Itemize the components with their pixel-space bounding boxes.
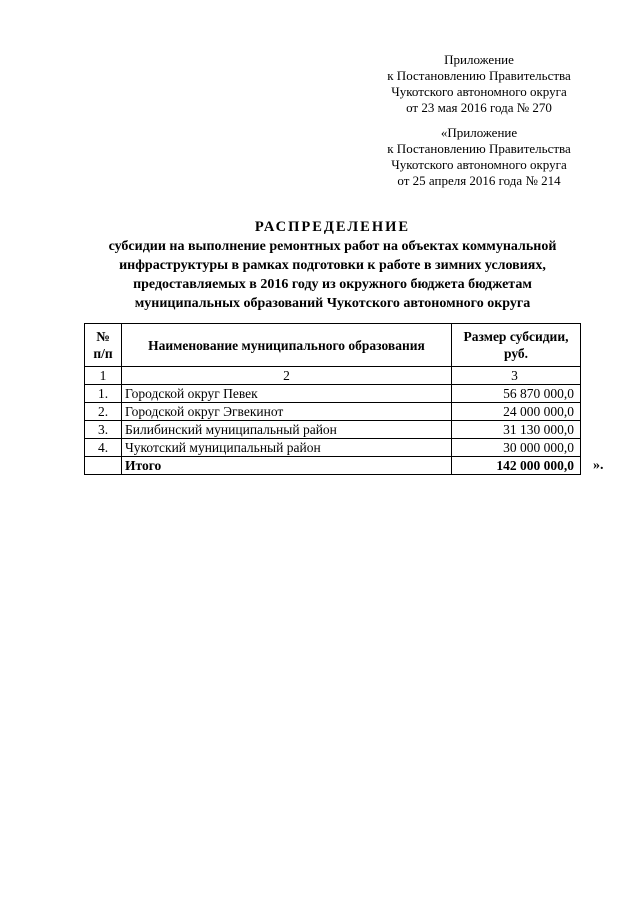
appendix-label: Приложение bbox=[444, 52, 514, 67]
municipality-name: Городской округ Певек bbox=[122, 385, 452, 403]
row-number: 2. bbox=[85, 403, 122, 421]
header-text: п/п bbox=[93, 346, 113, 361]
document-subtitle-line: субсидии на выполнение ремонтных работ на объектах коммунальной bbox=[108, 239, 557, 254]
header-text: руб. bbox=[503, 346, 529, 361]
column-header-name: Наименование муниципального образования bbox=[122, 324, 452, 367]
row-number: 3. bbox=[85, 421, 122, 439]
table-header-row bbox=[85, 324, 581, 367]
appendix-label: «Приложение bbox=[440, 125, 518, 140]
closing-quote-mark: ». bbox=[593, 458, 604, 473]
total-amount: 142 000 000,0 bbox=[452, 457, 581, 475]
subsidy-amount: 24 000 000,0 bbox=[452, 403, 581, 421]
document-subtitle-line: предоставляемых в 2016 году из окружного бюджета бюджетам bbox=[133, 277, 532, 292]
municipality-name: Билибинский муниципальный район bbox=[122, 421, 452, 439]
table-row bbox=[85, 385, 581, 403]
column-index: 2 bbox=[122, 367, 452, 385]
document-subtitle-line: муниципальных образований Чукотского автономного округа bbox=[134, 296, 531, 311]
column-header-number bbox=[85, 324, 122, 367]
appendix-current-block bbox=[374, 52, 584, 116]
appendix-resolution-ref: к Постановлению Правительства bbox=[387, 141, 571, 156]
header-text: Размер субсидии, bbox=[463, 329, 569, 344]
appendix-region: Чукотского автономного округа bbox=[391, 84, 567, 99]
column-index-row bbox=[85, 367, 581, 385]
appendix-date-number: от 23 мая 2016 года № 270 bbox=[406, 100, 552, 115]
total-number-cell bbox=[85, 457, 122, 475]
appendix-resolution-ref: к Постановлению Правительства bbox=[387, 68, 571, 83]
subsidy-table bbox=[84, 323, 581, 475]
document-subtitle-line: инфраструктуры в рамках подготовки к работе в зимних условиях, bbox=[119, 258, 546, 273]
column-index: 1 bbox=[85, 367, 122, 385]
appendix-previous-block bbox=[374, 125, 584, 189]
column-index: 3 bbox=[452, 367, 581, 385]
row-number: 4. bbox=[85, 439, 122, 457]
subsidy-amount: 56 870 000,0 bbox=[452, 385, 581, 403]
document-heading bbox=[60, 218, 605, 313]
document-title: РАСПРЕДЕЛЕНИЕ bbox=[254, 219, 411, 235]
municipality-name: Городской округ Эгвекинот bbox=[122, 403, 452, 421]
column-header-sum bbox=[452, 324, 581, 367]
total-label: Итого bbox=[122, 457, 452, 475]
municipality-name: Чукотский муниципальный район bbox=[122, 439, 452, 457]
appendix-region: Чукотского автономного округа bbox=[391, 157, 567, 172]
row-number: 1. bbox=[85, 385, 122, 403]
subsidy-amount: 31 130 000,0 bbox=[452, 421, 581, 439]
table-row bbox=[85, 439, 581, 457]
table-row bbox=[85, 403, 581, 421]
table-row bbox=[85, 421, 581, 439]
appendix-date-number: от 25 апреля 2016 года № 214 bbox=[397, 173, 561, 188]
header-text: № bbox=[96, 329, 110, 344]
subsidy-amount: 30 000 000,0 bbox=[452, 439, 581, 457]
table-total-row bbox=[85, 457, 581, 475]
